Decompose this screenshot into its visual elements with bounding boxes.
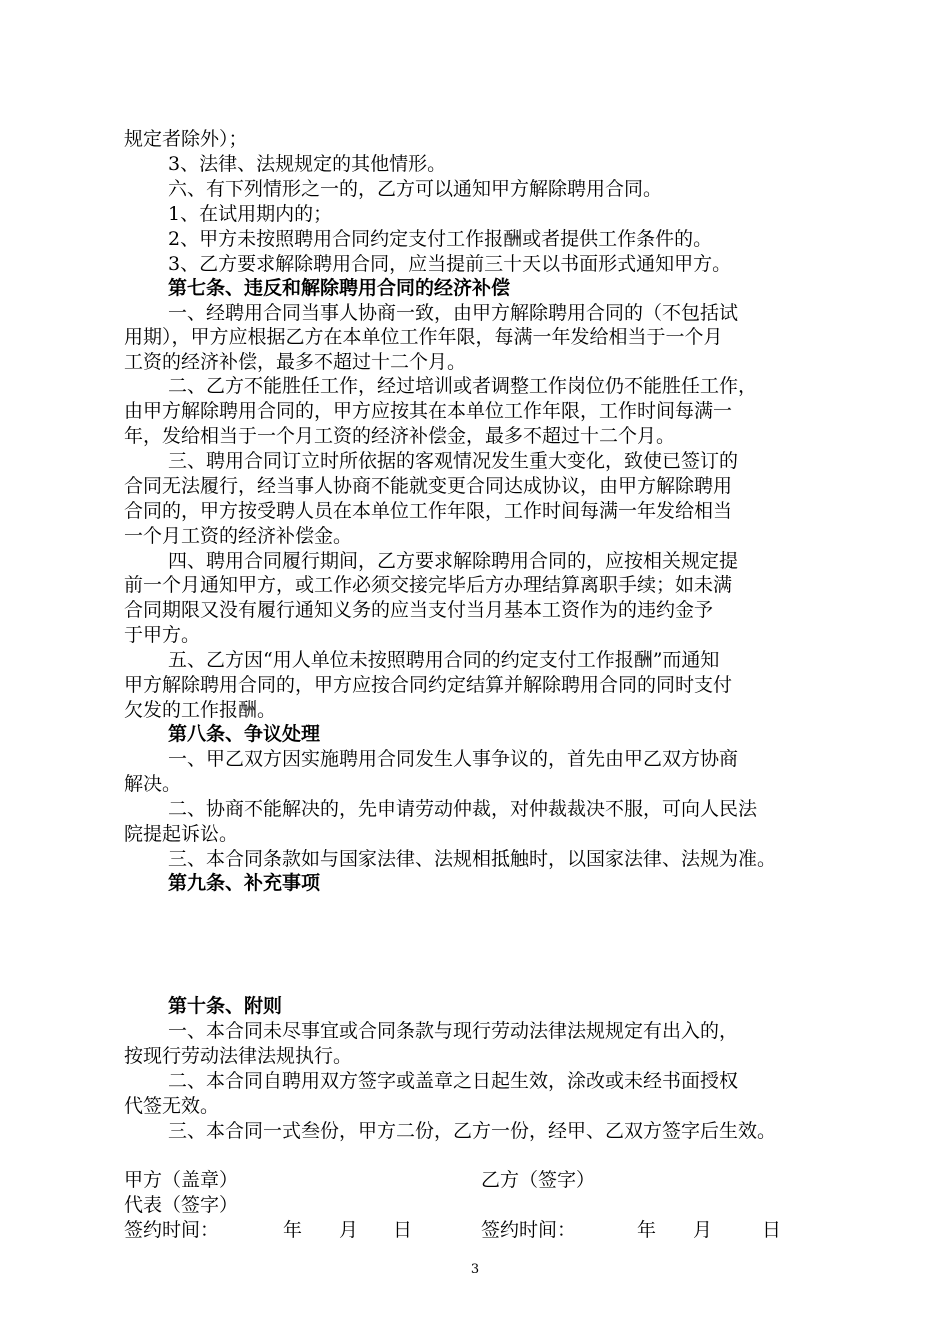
text-line: 三、本合同一式叁份，甲方二份，乙方一份，经甲、乙双方签字后生效。 <box>168 1120 777 1142</box>
text-line: 代签无效。 <box>124 1095 220 1117</box>
text-line: 二、本合同自聘用双方签字或盖章之日起生效，涂改或未经书面授权 <box>168 1070 739 1092</box>
text-line: 1、在试用期内的； <box>168 203 333 225</box>
text-line: 用期），甲方应根据乙方在本单位工作年限，每满一年发给相当于一个月 <box>124 326 723 348</box>
text-line: 院提起诉讼。 <box>124 823 239 845</box>
day-label-a: 日 <box>393 1219 413 1241</box>
representative-sign-label: 代表（签字） <box>124 1194 239 1216</box>
section-heading: 第七条、违反和解除聘用合同的经济补偿 <box>168 277 511 299</box>
month-label-a: 月 <box>339 1219 359 1241</box>
text-line: 工资的经济补偿，最多不超过十二个月。 <box>124 351 467 373</box>
month-label-b: 月 <box>693 1219 713 1241</box>
signing-date-label-b: 签约时间： <box>481 1219 577 1241</box>
party-b-sign-label: 乙方（签字） <box>481 1169 596 1191</box>
text-line: 3、乙方要求解除聘用合同，应当提前三十天以书面形式通知甲方。 <box>168 253 732 275</box>
section-heading: 第十条、附则 <box>168 995 283 1017</box>
text-line: 甲方解除聘用合同的，甲方应按合同约定结算并解除聘用合同的同时支付 <box>124 674 733 696</box>
day-label-b: 日 <box>762 1219 782 1241</box>
text-line: 于甲方。 <box>124 624 201 646</box>
text-line: 三、聘用合同订立时所依据的客观情况发生重大变化，致使已签订的 <box>168 450 739 472</box>
text-line: 一个月工资的经济补偿金。 <box>124 525 353 547</box>
text-line: 前一个月通知甲方，或工作必须交接完毕后方办理结算离职手续；如未满 <box>124 574 733 596</box>
year-label-a: 年 <box>283 1219 303 1241</box>
section-heading: 第八条、争议处理 <box>168 723 321 745</box>
text-line: 一、本合同未尽事宜或合同条款与现行劳动法律法规规定有出入的， <box>168 1020 739 1042</box>
text-line: 解决。 <box>124 773 182 795</box>
text-line: 规定者除外）； <box>124 128 248 150</box>
signing-date-label-a: 签约时间： <box>124 1219 220 1241</box>
text-line: 五、乙方因“用人单位未按照聘用合同的约定支付工作报酬”而通知 <box>168 649 720 671</box>
text-line: 年，发给相当于一个月工资的经济补偿金，最多不超过十二个月。 <box>124 425 676 447</box>
text-line: 3、法律、法规规定的其他情形。 <box>168 153 447 175</box>
party-a-seal-label: 甲方（盖章） <box>124 1169 239 1191</box>
text-line: 一、甲乙双方因实施聘用合同发生人事争议的，首先由甲乙双方协商 <box>168 748 739 770</box>
text-line: 合同无法履行，经当事人协商不能就变更合同达成协议，由甲方解除聘用 <box>124 475 733 497</box>
text-line: 三、本合同条款如与国家法律、法规相抵触时，以国家法律、法规为准。 <box>168 848 777 870</box>
text-line: 一、经聘用合同当事人协商一致，由甲方解除聘用合同的（不包括试 <box>168 302 739 324</box>
section-heading: 第九条、补充事项 <box>168 872 321 894</box>
text-line: 由甲方解除聘用合同的，甲方应按其在本单位工作年限，工作时间每满一 <box>124 400 733 422</box>
text-line: 欠发的工作报酬。 <box>124 699 277 721</box>
text-line: 2、甲方未按照聘用合同约定支付工作报酬或者提供工作条件的。 <box>168 228 713 250</box>
text-line: 六、有下列情形之一的，乙方可以通知甲方解除聘用合同。 <box>168 178 663 200</box>
text-line: 四、聘用合同履行期间，乙方要求解除聘用合同的，应按相关规定提 <box>168 550 739 572</box>
text-line: 按现行劳动法律法规执行。 <box>124 1045 353 1067</box>
text-line: 合同的，甲方按受聘人员在本单位工作年限，工作时间每满一年发给相当 <box>124 500 733 522</box>
text-line: 二、乙方不能胜任工作，经过培训或者调整工作岗位仍不能胜任工作， <box>168 375 758 397</box>
text-line: 合同期限又没有履行通知义务的应当支付当月基本工资作为的违约金予 <box>124 599 714 621</box>
year-label-b: 年 <box>637 1219 657 1241</box>
text-line: 二、协商不能解决的，先申请劳动仲裁，对仲裁裁决不服，可向人民法 <box>168 798 758 820</box>
page-number: 3 <box>470 1262 480 1277</box>
